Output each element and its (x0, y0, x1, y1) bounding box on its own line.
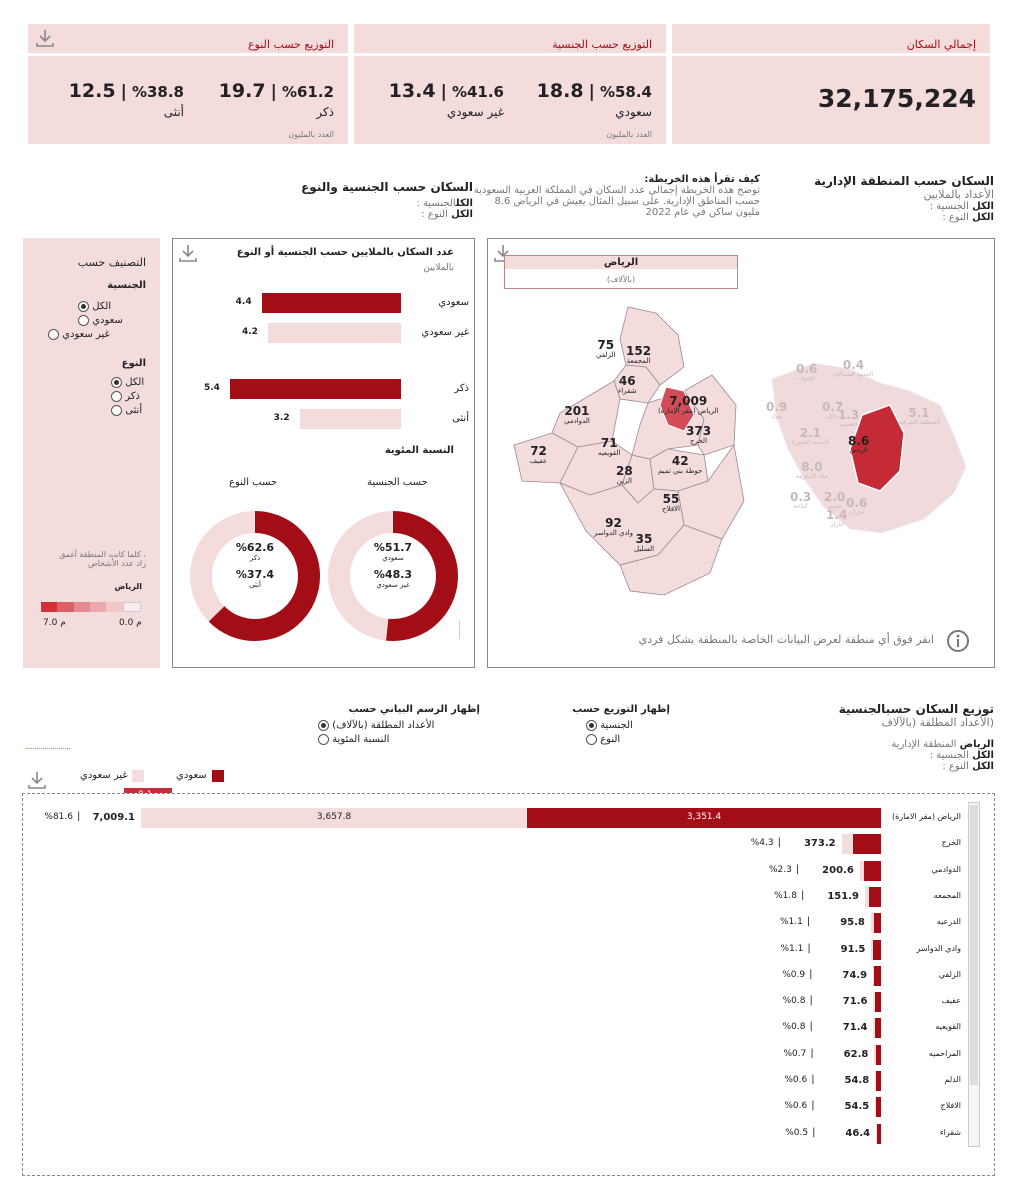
row-separator: | (795, 863, 800, 875)
kpi-total-title: إجمالي السكان (906, 38, 976, 51)
governorate-name: الزين (616, 476, 632, 485)
governorate-name: السليل (634, 544, 655, 553)
ksa-region-value: 2.0 (824, 490, 846, 504)
ksa-region-label (796, 363, 817, 382)
donut-nat-title: حسب الجنسية (367, 477, 428, 488)
donut-gender-title: حسب النوع (229, 477, 278, 488)
row-pct: %4.3 (750, 838, 774, 849)
row-name: وادي الدواسر (916, 943, 961, 953)
row-name: الافلاج (940, 1101, 961, 1111)
governorate-label (598, 437, 620, 457)
radio-nat-all[interactable]: الكل (78, 300, 148, 314)
table-row[interactable] (23, 913, 963, 935)
donut-nat-b-pct: %48.3 (373, 568, 413, 581)
row-pct: %0.8 (782, 1022, 806, 1033)
ksa-region-label (792, 427, 829, 446)
ksa-region-name: القصيم (839, 420, 858, 428)
table-row[interactable] (23, 1097, 963, 1119)
ksa-region-value: 0.9 (766, 400, 788, 414)
ksa-region-value: 0.3 (790, 490, 812, 504)
governorate-label (658, 455, 702, 475)
row-total: 74.9 (842, 969, 868, 981)
kpi-nonsaudi-value: 13.4 (388, 80, 436, 102)
kpi-gender-unit: العدد بالمليون (288, 130, 334, 139)
ksa-region-label (826, 509, 847, 528)
governorate-value: 55 (662, 492, 680, 506)
radio-chart-absolute[interactable]: (الأعداد المطلقة (بالآلاف (318, 719, 480, 733)
row-total: 54.8 (844, 1075, 870, 1086)
legend-saudi-label: سعودي (176, 770, 207, 781)
governorate-label (618, 375, 637, 395)
row-name: المجمعه (933, 890, 961, 900)
governorate-label (594, 517, 633, 537)
governorate-name: الرياض (مقر الإمارة) (658, 406, 719, 415)
donut-gender-a-pct: %62.6 (235, 541, 275, 554)
legend-note: ، كلما كانت المنطقة أغمق زاد عدد الأشخاص (59, 550, 146, 568)
governorate-name: حوطة بني تميم (658, 466, 703, 475)
legend-saudi-swatch (212, 770, 224, 782)
kpi-male-pct: %61.2 (281, 83, 334, 101)
governorate-value: 71 (600, 436, 618, 450)
governorate-name: شقراء (618, 386, 637, 395)
gender-radio-group (111, 376, 156, 418)
governorate-value: 373 (686, 424, 712, 438)
governorate-label (626, 345, 651, 365)
donut-nat-a-pct: %51.7 (373, 541, 413, 554)
governorate-value: 72 (530, 444, 547, 458)
ksa-region-label (766, 401, 787, 420)
region-section-title: السكان حسب المنطقة الإدارية (814, 174, 994, 188)
bar-value: 4.2 (242, 327, 258, 337)
row-name: المزاحميه (928, 1048, 961, 1058)
row-separator: | (809, 968, 813, 980)
kpi-total-value: 32,175,224 (817, 84, 976, 113)
ksa-region-name: حائل (826, 412, 839, 420)
row-total: 62.8 (843, 1048, 869, 1060)
legend-region: الرياض (114, 582, 142, 591)
kpi-nonsaudi-pct: %41.6 (451, 83, 504, 101)
map-hint: انقر فوق أي منطقة لعرض البيانات الخاصة بالمنطقة بشكل فردي (638, 633, 934, 646)
download-icon[interactable] (26, 770, 48, 790)
bar-value: 5.4 (204, 383, 220, 393)
row-separator: | (811, 1074, 815, 1085)
show-distribution-control: إظهار التوزيع حسب الجنسية النوع (572, 704, 670, 745)
bar-nonsaudi[interactable] (860, 861, 864, 881)
governorate-name: الخرج (690, 436, 708, 445)
dist-legend (80, 768, 230, 784)
row-pct: %0.6 (784, 1101, 808, 1112)
bar-saudi-label: 3,351.4 (686, 812, 722, 822)
governorate-label (564, 405, 590, 425)
bar-saudi[interactable] (876, 1097, 881, 1117)
filter-panel: التصنيف حسب الجنسية الكل سعودي غير سعودي النوع الكل ذكر أنثى ، كلما كانت المنطقة أغمق زاد عدد الأشخاص الرياض 0.0 م 7.0 م (23, 238, 160, 668)
kpi-female-value: 12.5 (68, 80, 116, 102)
donut-gender-b-pct: %37.4 (235, 568, 275, 581)
bar-nonsaudi[interactable] (842, 834, 854, 854)
governorate-value: 152 (626, 344, 652, 358)
table-row[interactable] (23, 834, 963, 856)
governorate-label (634, 533, 654, 553)
table-row[interactable] (23, 940, 963, 962)
bar-saudi[interactable] (873, 940, 881, 960)
row-pct: %1.8 (774, 890, 797, 901)
row-pct: %0.8 (782, 996, 806, 1007)
bar-2[interactable] (230, 379, 401, 399)
ksa-region-name: الحدود الشمالية (834, 370, 873, 378)
ksa-region-name: الجوف (798, 374, 815, 382)
row-name: الزلفي (938, 969, 961, 979)
kpi-saudi-value: 18.8 (536, 80, 584, 102)
table-row[interactable] (23, 1124, 963, 1146)
table-row[interactable] (23, 1018, 963, 1040)
bar-value: 3.2 (273, 413, 290, 423)
ksa-region-value: 0.6 (846, 496, 868, 510)
governorate-value: 28 (616, 464, 633, 478)
bar-nonsaudi[interactable] (873, 966, 874, 986)
row-pct: %0.7 (783, 1048, 807, 1059)
legend-max: 7.0 م (43, 618, 66, 628)
nationality-gender-panel: عدد السكان بالملايين حسب الجنسية أو النوع بالملايين 4.4 سعودي 4.2 غير سعودي 5.4 ذكر 3.2 أنثى النسبة المئوية حسب الجنسية حسب النوع %51.7 سعودي %48.3 غير سعودي %62.6 ذكر %37.4 أنثى (172, 238, 475, 668)
row-separator: | (811, 1100, 815, 1112)
ksa-region-name: مكة المكرمة (796, 472, 828, 480)
bar-1[interactable] (268, 323, 401, 343)
ksa-region-name: الباحة (793, 502, 808, 510)
legend-min: 0.0 م (119, 618, 142, 628)
row-pct: %1.1 (780, 943, 804, 954)
bar-label: أنثى (452, 413, 469, 424)
map-tooltip-title: الرياض (603, 257, 639, 268)
ksa-region-label (796, 461, 828, 480)
row-total: 54.5 (844, 1101, 870, 1113)
ksa-region-value: 8.6 (848, 434, 870, 448)
table-row[interactable] (23, 808, 963, 830)
governorate-label (616, 465, 633, 485)
radio-nat-nonsaudi[interactable]: غير سعودي (48, 328, 148, 342)
bar-nonsaudi[interactable] (873, 1018, 875, 1038)
howto-title: كيف تقرأ هذه الخريطة: (644, 174, 760, 185)
ksa-region-value: 0.7 (822, 400, 844, 414)
table-row[interactable] (23, 966, 963, 988)
bar-label: سعودي (438, 297, 469, 308)
row-pct: %0.5 (785, 1127, 809, 1138)
ksa-region-value: 8.0 (801, 460, 823, 474)
row-pct: %0.9 (782, 969, 806, 980)
governorate-label (658, 395, 718, 415)
row-total: 7,009.1 (92, 812, 135, 823)
ksa-region-name: عسير (827, 502, 842, 510)
ksa-region-label (834, 359, 873, 378)
governorate-value: 7,009 (669, 394, 708, 408)
ksa-region-name: نجران (849, 508, 865, 516)
row-separator: | (806, 916, 811, 928)
legend-nonsaudi-label: غير سعودي (80, 770, 128, 781)
info-icon[interactable] (946, 629, 970, 653)
row-total: 71.4 (842, 1022, 868, 1034)
ksa-region-value: 0.6 (796, 362, 818, 376)
bar-saudi[interactable] (875, 992, 881, 1012)
governorate-label (662, 493, 680, 513)
bar-nonsaudi[interactable] (874, 1045, 875, 1065)
governorate-name: القويعيه (598, 448, 621, 457)
bar-value: 4.4 (235, 297, 252, 307)
ksa-region-label (848, 435, 869, 454)
row-total: 151.9 (827, 890, 859, 902)
row-separator: | (777, 837, 781, 849)
bars-title: عدد السكان بالملايين حسب الجنسية أو النوع (236, 247, 454, 258)
row-name: عفيف (941, 996, 961, 1006)
radio-gender-female[interactable]: أنثى (111, 404, 156, 418)
row-pct: %2.3 (768, 864, 792, 875)
row-name: القويعيه (935, 1022, 961, 1032)
bar-0[interactable] (262, 293, 401, 313)
howto-box: كيف تقرأ هذه الخريطة: توضح هذه الخريطة إجمالي عدد السكان في المملكة العربية السعودية حسب المناطق الإدارية. على سبيل المثال يعيش في الرياض 8.6 مليون ساكن في عام 2022 (460, 174, 760, 218)
ksa-region-label (790, 491, 811, 510)
ksa-region-label (838, 409, 859, 428)
row-name: الرياض (مقر الامارة) (891, 812, 961, 821)
governorate-label (530, 445, 547, 465)
kpi-male-label: ذكر (316, 105, 334, 119)
kpi-nationality-card: التوزيع حسب الجنسية 18.8 | %58.4 سعودي 13.4 | %41.6 غير سعودي العدد بالمليون (354, 24, 666, 144)
governorate-name: وادي الدواسر (594, 528, 633, 537)
color-scale-legend (41, 602, 141, 612)
bar-nonsaudi[interactable] (876, 1124, 877, 1144)
bar-label: غير سعودي (421, 327, 469, 338)
bar-saudi[interactable] (877, 1124, 881, 1144)
bar-saudi[interactable] (874, 966, 881, 986)
radio-chart-percent[interactable]: النسبة المئوية (318, 733, 480, 747)
kpi-male-value: 19.7 (218, 80, 266, 102)
bar-saudi[interactable] (875, 1018, 881, 1038)
ksa-region-value: 1.3 (838, 408, 860, 422)
ksa-region-value: 5.1 (908, 406, 930, 420)
row-total: 373.2 (803, 838, 836, 850)
row-total: 46.4 (845, 1127, 871, 1139)
radio-gender-male[interactable]: ذكر (111, 390, 156, 404)
show-chart-control: إظهار الرسم البياني حسب (الأعداد المطلقة (بالآلاف النسبة المئوية (300, 704, 480, 747)
dist-section-header: توزيع السكان حسبالجنسية (الأعداد المطلقة (بالآلاف الرياض المنطقة الإدارية الكل الجنسية : الكل النوع : (838, 702, 994, 772)
row-total: 200.6 (822, 864, 854, 876)
row-separator: | (807, 942, 811, 954)
map-panel (487, 238, 995, 668)
bar-label: ذكر (454, 383, 469, 394)
ksa-region-name: تبوك (770, 412, 783, 420)
row-total: 95.8 (840, 917, 865, 929)
row-separator: | (809, 1021, 813, 1033)
kpi-nationality-title: التوزيع حسب الجنسية (552, 38, 652, 51)
ksa-region-value: 2.1 (799, 426, 821, 440)
bar-nonsaudi[interactable] (873, 992, 874, 1012)
row-name: الدلم (944, 1075, 961, 1084)
region-section-header: السكان حسب المنطقة الإدارية الأعداد بالملايين الكل الجنسية : الكل النوع : (754, 174, 994, 223)
governorate-label (686, 425, 711, 445)
governorate-name: الافلاج (662, 504, 680, 513)
governorate-value: 35 (635, 532, 653, 546)
nat-gender-header: السكان حسب الجنسية والنوع الكلالجنسية : الكل النوع : (233, 180, 473, 220)
kpi-nonsaudi-label: غير سعودي (446, 105, 504, 119)
bar-saudi[interactable] (853, 834, 881, 854)
radio-gender-all[interactable]: الكل (111, 376, 156, 390)
kpi-total-card (672, 24, 990, 144)
nationality-radio-group (62, 300, 148, 342)
kpi-saudi-pct: %58.4 (599, 83, 652, 101)
ksa-region-value: 0.4 (842, 358, 865, 372)
row-total: 91.5 (840, 943, 866, 955)
bar-nonsaudi[interactable] (875, 1071, 876, 1091)
bar-nonsaudi[interactable] (871, 913, 874, 933)
bar-nonsaudi[interactable] (865, 887, 869, 907)
table-row[interactable] (23, 861, 963, 883)
row-name: الدوادمي (931, 864, 961, 874)
pct-title: النسبة المئوية (384, 445, 454, 456)
bar-saudi[interactable] (876, 1071, 881, 1091)
row-pct: %81.6 (44, 812, 73, 822)
bar-saudi[interactable] (869, 887, 881, 907)
table-row[interactable] (23, 1071, 963, 1093)
row-name: الدرعيه (936, 917, 961, 927)
ksa-region-label (898, 407, 940, 426)
kpi-gender-card: التوزيع حسب النوع 19.7 | %61.2 ذكر 12.5 | %38.8 أنثى العدد بالمليون (28, 24, 348, 144)
bar-nonsaudi[interactable] (875, 1097, 876, 1117)
row-name: شقراء (939, 1127, 961, 1137)
scrollbar-thumb[interactable] (970, 805, 978, 1085)
ksa-region-name: الرياض (849, 446, 868, 454)
row-name: الخرج (941, 838, 961, 848)
nat-gender-title: السكان حسب الجنسية والنوع (301, 180, 473, 194)
row-separator: | (810, 1047, 814, 1059)
filter-panel-title: التصنيف حسب (77, 256, 146, 269)
kpi-saudi-label: سعودي (615, 105, 652, 119)
bar-saudi[interactable] (876, 1045, 881, 1065)
download-icon[interactable] (34, 28, 56, 48)
bar-saudi[interactable] (874, 913, 881, 933)
vertical-scrollbar[interactable] (968, 802, 980, 1147)
table-row[interactable] (23, 887, 963, 909)
table-row[interactable] (23, 992, 963, 1014)
radio-dist-gender[interactable]: النوع (586, 733, 670, 747)
map-tooltip: الرياض (بالآلاف) (504, 255, 738, 289)
row-separator: | (800, 889, 805, 901)
governorate-name: المجمعة (626, 356, 651, 365)
governorate-name: الزلفي (596, 350, 616, 359)
kpi-female-pct: %38.8 (131, 83, 184, 101)
kpi-female-label: أنثى (163, 105, 184, 119)
governorate-label (596, 339, 615, 359)
row-pct: %1.1 (780, 917, 803, 928)
row-separator: | (76, 811, 81, 822)
ksa-region-name: المنطقة الشرقية (898, 418, 940, 426)
governorate-value: 201 (564, 404, 590, 418)
bar-3[interactable] (300, 409, 401, 429)
governorate-value: 42 (671, 454, 689, 468)
kpi-gender-title: التوزيع حسب النوع (247, 38, 334, 51)
radio-nat-saudi[interactable]: سعودي (78, 314, 148, 328)
download-icon[interactable] (177, 243, 199, 263)
governorate-value: 92 (605, 516, 622, 530)
ksa-region-name: المدينة المنورة (792, 438, 829, 446)
kpi-nationality-unit: العدد بالمليون (606, 130, 652, 139)
governorate-value: 46 (618, 374, 636, 388)
ksa-region-name: جازان (829, 520, 844, 528)
ksa-region-label (846, 497, 867, 516)
legend-nonsaudi-swatch (132, 770, 144, 782)
row-separator: | (809, 995, 813, 1007)
ksa-region-value: 1.4 (826, 508, 848, 522)
row-total: 71.6 (842, 996, 868, 1008)
governorate-name: عفيف (530, 456, 548, 465)
row-pct: %0.6 (784, 1075, 808, 1085)
radio-dist-nationality[interactable]: الجنسية (586, 719, 670, 733)
row-separator: | (812, 1126, 816, 1138)
governorate-value: 75 (597, 338, 615, 352)
table-row[interactable] (23, 1045, 963, 1067)
governorate-name: الدوادمي (564, 416, 590, 425)
bar-nonsaudi-label: 3,657.8 (316, 812, 352, 822)
bar-saudi[interactable] (864, 861, 881, 881)
bar-nonsaudi[interactable] (871, 940, 873, 960)
distribution-chart-panel (22, 793, 995, 1176)
